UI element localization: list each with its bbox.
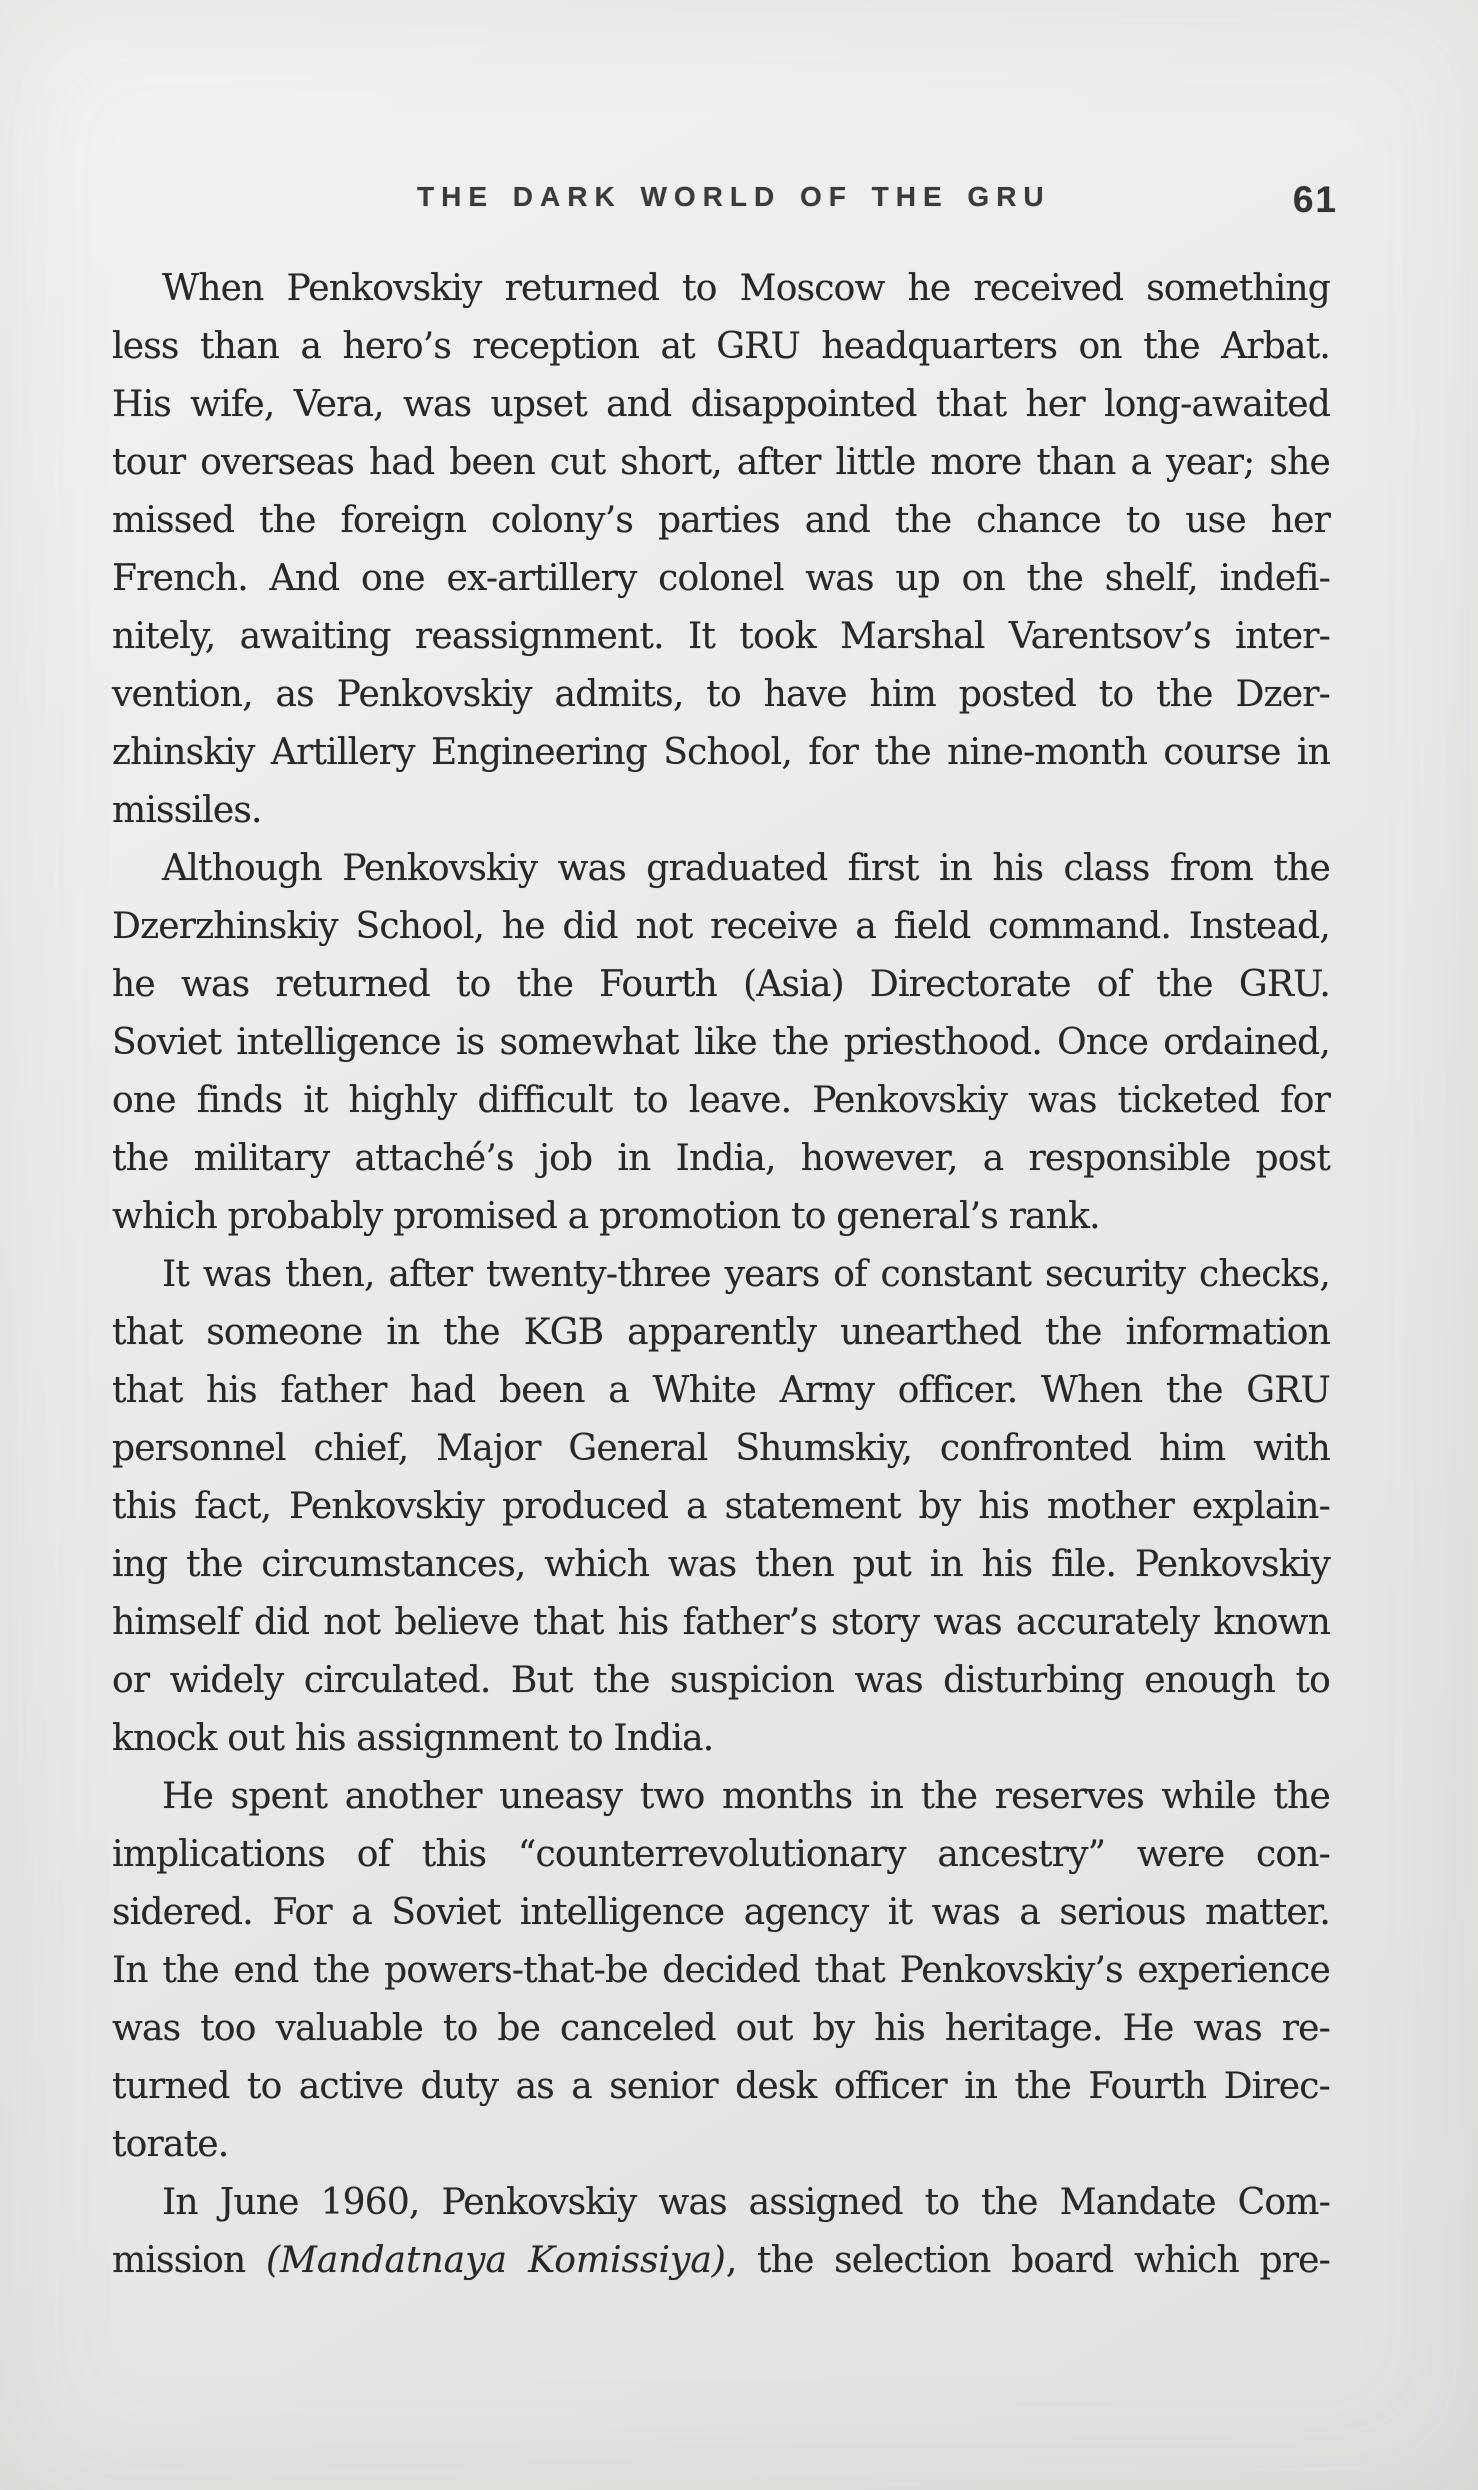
- text-line: nitely, awaiting reassignment. It took Marshal Varentsov’s inter-: [112, 616, 1330, 657]
- text-line: In the end the powers-that-be decided that Penkovskiy’s experience: [112, 1950, 1330, 1991]
- text-line: less than a hero’s reception at GRU headquarters on the Arbat.: [112, 326, 1330, 367]
- text-line: missed the foreign colony’s parties and the chance to use her: [112, 500, 1330, 541]
- text-line: that someone in the KGB apparently unearthed the information: [112, 1312, 1330, 1353]
- text-line: implications of this “counterrevolutionary ancestry” were con-: [112, 1834, 1330, 1875]
- paragraph: [112, 2174, 1330, 2290]
- text-line: knock out his assignment to India.: [112, 1718, 714, 1759]
- text-line: personnel chief, Major General Shumskiy, confronted him with: [112, 1428, 1330, 1469]
- text-line: ing the circumstances, which was then put in his file. Penkovskiy: [112, 1544, 1330, 1585]
- text-line: Although Penkovskiy was graduated first in his class from the: [162, 848, 1330, 889]
- text-line: himself did not believe that his father’s story was accurately known: [112, 1602, 1330, 1643]
- text-line: was too valuable to be canceled out by his heritage. He was re-: [112, 2008, 1330, 2049]
- text-line: It was then, after twenty-three years of constant security checks,: [162, 1254, 1330, 1295]
- text-line: vention, as Penkovskiy admits, to have him posted to the Dzer-: [112, 674, 1330, 715]
- text-line: mission (Mandatnaya Komissiya), the selection board which pre-: [112, 2240, 1330, 2281]
- paragraph: [112, 1768, 1330, 2174]
- page-number: 61: [1292, 179, 1338, 220]
- paragraph: [112, 840, 1330, 1246]
- text-line: Soviet intelligence is somewhat like the priesthood. Once ordained,: [112, 1022, 1330, 1063]
- paragraph: [112, 260, 1330, 840]
- text-line: missiles.: [112, 790, 262, 831]
- text-line: tour overseas had been cut short, after little more than a year; she: [112, 442, 1330, 483]
- text-line: sidered. For a Soviet intelligence agency it was a serious matter.: [112, 1892, 1330, 1933]
- text-line: His wife, Vera, was upset and disappointed that her long-awaited: [112, 384, 1330, 425]
- text-line: Dzerzhinskiy School, he did not receive a field command. Instead,: [112, 906, 1330, 947]
- text-line: He spent another uneasy two months in the reserves while the: [162, 1776, 1330, 1817]
- text-line: the military attaché’s job in India, however, a responsible post: [112, 1138, 1330, 1179]
- text-line: In June 1960, Penkovskiy was assigned to the Mandate Com-: [162, 2182, 1330, 2223]
- running-header-title: THE DARK WORLD OF THE GRU: [417, 181, 1051, 212]
- text-line: turned to active duty as a senior desk officer in the Fourth Direc-: [112, 2066, 1330, 2107]
- body-text: [112, 260, 1330, 2290]
- text-line: When Penkovskiy returned to Moscow he received something: [162, 268, 1330, 309]
- text-line: French. And one ex-artillery colonel was up on the shelf, indefi-: [112, 558, 1330, 599]
- text-line: he was returned to the Fourth (Asia) Directorate of the GRU.: [112, 964, 1330, 1005]
- text-line: which probably promised a promotion to general’s rank.: [112, 1196, 1100, 1237]
- paragraph: [112, 1246, 1330, 1768]
- text-line: torate.: [112, 2124, 229, 2165]
- text-line: this fact, Penkovskiy produced a statement by his mother explain-: [112, 1486, 1330, 1527]
- text-line: zhinskiy Artillery Engineering School, for the nine-month course in: [112, 732, 1330, 773]
- text-line: one finds it highly difficult to leave. Penkovskiy was ticketed for: [112, 1080, 1330, 1121]
- text-line: that his father had been a White Army officer. When the GRU: [112, 1370, 1330, 1411]
- text-line: or widely circulated. But the suspicion was disturbing enough to: [112, 1660, 1330, 1701]
